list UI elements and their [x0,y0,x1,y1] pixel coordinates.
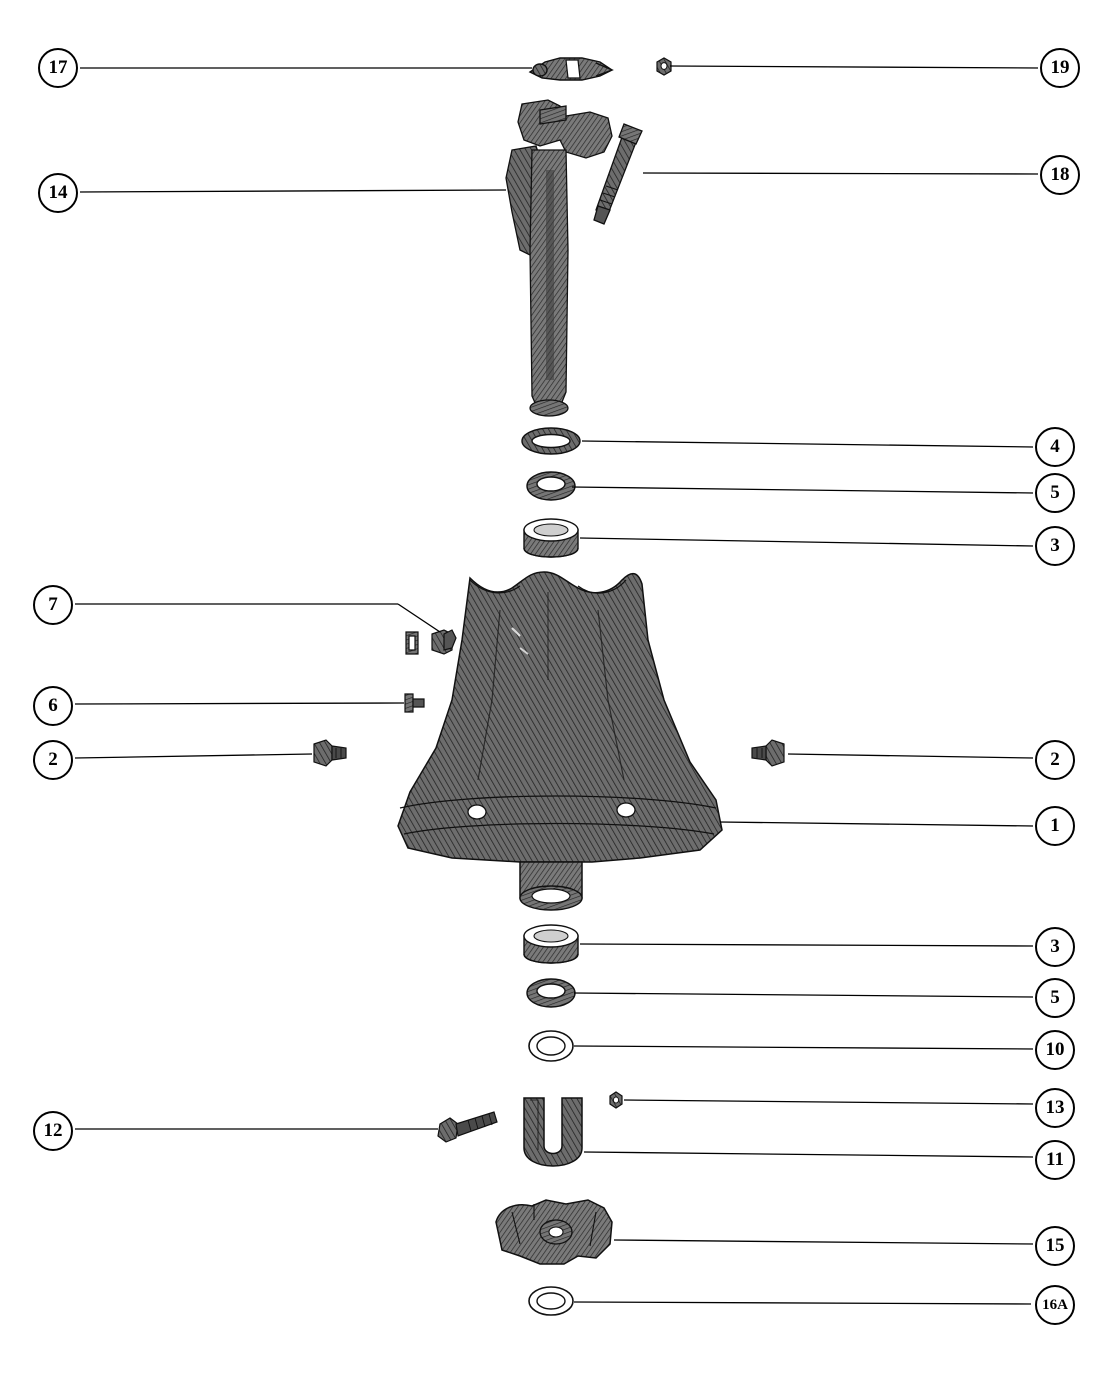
part-12 [438,1112,497,1142]
callout-19[interactable]: 19 [1040,48,1080,88]
callout-12[interactable]: 12 [33,1111,73,1151]
callout-11[interactable]: 11 [1035,1140,1075,1180]
part-15 [496,1200,612,1264]
part-7 [406,630,456,654]
callout-6[interactable]: 6 [33,686,73,726]
part-1 [398,572,722,910]
part-13 [610,1092,622,1108]
callout-3-lower[interactable]: 3 [1035,927,1075,967]
part-5-lower [527,979,575,1007]
callout-17[interactable]: 17 [38,48,78,88]
part-2-left [314,740,346,766]
callout-3[interactable]: 3 [1035,526,1075,566]
part-3-lower [524,925,578,963]
callout-5-lower[interactable]: 5 [1035,978,1075,1018]
part-11 [524,1098,582,1166]
part-2-right [752,740,784,766]
part-16A [529,1287,573,1315]
part-5 [527,472,575,500]
part-10 [529,1031,573,1061]
part-14 [506,100,612,416]
callout-5[interactable]: 5 [1035,473,1075,513]
callout-2-right[interactable]: 2 [1035,740,1075,780]
callout-18[interactable]: 18 [1040,155,1080,195]
callout-15[interactable]: 15 [1035,1226,1075,1266]
callout-4[interactable]: 4 [1035,427,1075,467]
part-6 [405,694,424,712]
part-4 [522,428,580,454]
part-17 [530,58,612,80]
callout-10[interactable]: 10 [1035,1030,1075,1070]
part-3-upper [524,519,578,557]
callout-1[interactable]: 1 [1035,806,1075,846]
callout-16A[interactable]: 16A [1035,1285,1075,1325]
callout-2-left[interactable]: 2 [33,740,73,780]
callout-14[interactable]: 14 [38,173,78,213]
callout-13[interactable]: 13 [1035,1088,1075,1128]
callout-7[interactable]: 7 [33,585,73,625]
part-19 [657,58,671,75]
